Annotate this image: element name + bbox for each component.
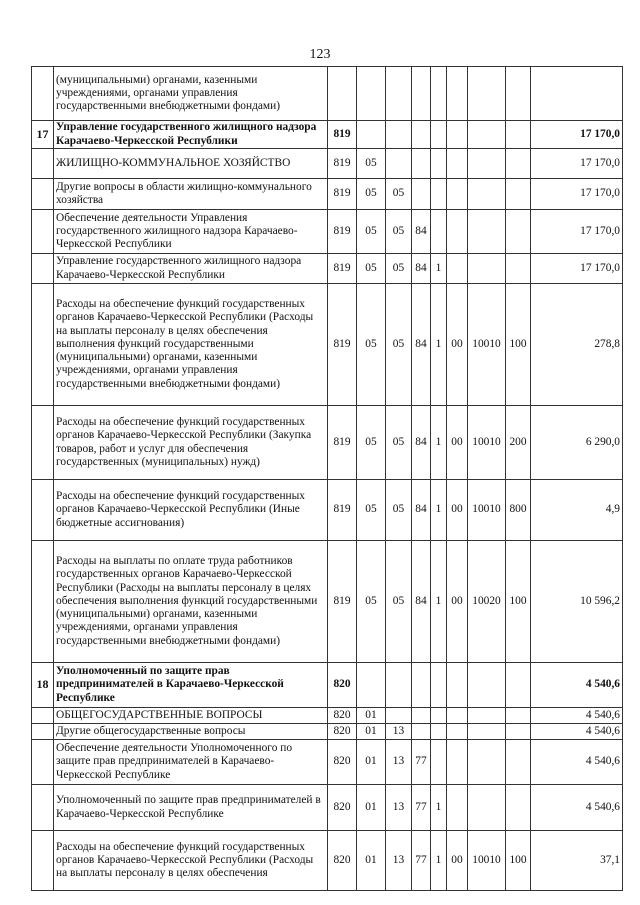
program-code-cell xyxy=(412,708,431,724)
amount-cell: 17 170,0 xyxy=(531,210,623,254)
table-row xyxy=(32,480,623,541)
program-code-cell: 77 xyxy=(412,831,431,891)
section-code-cell: 01 xyxy=(357,740,386,785)
subsection-code-cell xyxy=(386,663,412,708)
ministry-code-cell: 820 xyxy=(328,724,357,740)
section-code-cell: 01 xyxy=(357,831,386,891)
row-number-cell xyxy=(32,708,54,724)
expense-type-code-cell: 100 xyxy=(506,541,531,663)
subprogram-code-cell: 1 xyxy=(431,406,447,480)
row-number-cell xyxy=(32,284,54,406)
activity-code-cell xyxy=(447,179,468,210)
item-name-cell: Управление государственного жилищного надзора Карачаево-Черкесской Республики xyxy=(54,121,328,149)
item-name-cell: Управление государственного жилищного надзора Карачаево-Черкесской Республики xyxy=(54,254,328,284)
section-code-cell xyxy=(357,663,386,708)
row-number-cell xyxy=(32,480,54,541)
section-code-cell: 05 xyxy=(357,179,386,210)
expense-type-code-cell xyxy=(506,149,531,179)
program-code-cell: 77 xyxy=(412,740,431,785)
activity-code-cell xyxy=(447,254,468,284)
program-code-cell: 84 xyxy=(412,480,431,541)
ministry-code-cell: 819 xyxy=(328,179,357,210)
budget-table xyxy=(31,66,623,891)
activity-code-cell: 00 xyxy=(447,480,468,541)
section-code-cell: 01 xyxy=(357,785,386,831)
amount-cell: 17 170,0 xyxy=(531,149,623,179)
expense-type-code-cell: 200 xyxy=(506,406,531,480)
row-number-cell xyxy=(32,149,54,179)
expense-type-code-cell: 100 xyxy=(506,831,531,891)
direction-code-cell xyxy=(468,121,506,149)
activity-code-cell xyxy=(447,724,468,740)
section-code-cell: 05 xyxy=(357,210,386,254)
subsection-code-cell: 13 xyxy=(386,785,412,831)
program-code-cell xyxy=(412,121,431,149)
direction-code-cell xyxy=(468,254,506,284)
expense-type-code-cell xyxy=(506,663,531,708)
subprogram-code-cell: 1 xyxy=(431,284,447,406)
table-row xyxy=(32,663,623,708)
table-row xyxy=(32,179,623,210)
item-name-cell: Другие общегосударственные вопросы xyxy=(54,724,328,740)
amount-cell: 37,1 xyxy=(531,831,623,891)
item-name-cell: Уполномоченный по защите прав предпринимателей в Карачаево-Черкесской Республике xyxy=(54,663,328,708)
table-row xyxy=(32,121,623,149)
table-row xyxy=(32,708,623,724)
direction-code-cell: 10020 xyxy=(468,541,506,663)
item-name-cell: ЖИЛИЩНО-КОММУНАЛЬНОЕ ХОЗЯЙСТВО xyxy=(54,149,328,179)
subsection-code-cell xyxy=(386,121,412,149)
amount-cell: 4,9 xyxy=(531,480,623,541)
expense-type-code-cell: 800 xyxy=(506,480,531,541)
program-code-cell: 84 xyxy=(412,210,431,254)
subprogram-code-cell xyxy=(431,67,447,121)
item-name-cell: Расходы на обеспечение функций государственных органов Карачаево-Черкесской Республики (Закупка товаров, работ и услуг для обеспечения государственных (муниципальных) нужд) xyxy=(54,406,328,480)
activity-code-cell xyxy=(447,708,468,724)
row-number-cell xyxy=(32,254,54,284)
subprogram-code-cell: 1 xyxy=(431,480,447,541)
activity-code-cell xyxy=(447,785,468,831)
item-name-cell: (муниципальными) органами, казенными учреждениями, органами управления государственными внебюджетными фондами) xyxy=(54,67,328,121)
row-number-cell: 17 xyxy=(32,121,54,149)
row-number-cell xyxy=(32,785,54,831)
item-name-cell: ОБЩЕГОСУДАРСТВЕННЫЕ ВОПРОСЫ xyxy=(54,708,328,724)
expense-type-code-cell xyxy=(506,254,531,284)
expense-type-code-cell xyxy=(506,724,531,740)
row-number-cell: 18 xyxy=(32,663,54,708)
subsection-code-cell: 05 xyxy=(386,284,412,406)
direction-code-cell: 10010 xyxy=(468,284,506,406)
activity-code-cell: 00 xyxy=(447,284,468,406)
subprogram-code-cell xyxy=(431,210,447,254)
direction-code-cell xyxy=(468,663,506,708)
direction-code-cell: 10010 xyxy=(468,480,506,541)
section-code-cell: 05 xyxy=(357,254,386,284)
table-row xyxy=(32,284,623,406)
expense-type-code-cell xyxy=(506,708,531,724)
ministry-code-cell xyxy=(328,67,357,121)
subsection-code-cell: 13 xyxy=(386,740,412,785)
amount-cell: 278,8 xyxy=(531,284,623,406)
amount-cell: 17 170,0 xyxy=(531,179,623,210)
ministry-code-cell: 819 xyxy=(328,406,357,480)
activity-code-cell xyxy=(447,740,468,785)
table-row xyxy=(32,831,623,891)
section-code-cell: 05 xyxy=(357,284,386,406)
subprogram-code-cell xyxy=(431,663,447,708)
ministry-code-cell: 819 xyxy=(328,284,357,406)
amount-cell: 6 290,0 xyxy=(531,406,623,480)
ministry-code-cell: 819 xyxy=(328,254,357,284)
row-number-cell xyxy=(32,179,54,210)
direction-code-cell xyxy=(468,740,506,785)
program-code-cell: 84 xyxy=(412,254,431,284)
expense-type-code-cell xyxy=(506,67,531,121)
expense-type-code-cell: 100 xyxy=(506,284,531,406)
item-name-cell: Расходы на выплаты по оплате труда работников государственных органов Карачаево-Черкесской Республики (Расходы на выплаты персоналу в целях обеспечения выполнения функций государственными (муниципальными) органами, казенными учреждениями, органами управления государственными внебюджетными фондами) xyxy=(54,541,328,663)
section-code-cell: 01 xyxy=(357,708,386,724)
subsection-code-cell: 05 xyxy=(386,406,412,480)
ministry-code-cell: 820 xyxy=(328,785,357,831)
amount-cell: 4 540,6 xyxy=(531,740,623,785)
row-number-cell xyxy=(32,541,54,663)
subprogram-code-cell xyxy=(431,740,447,785)
table-row xyxy=(32,785,623,831)
row-number-cell xyxy=(32,740,54,785)
row-number-cell xyxy=(32,831,54,891)
section-code-cell xyxy=(357,121,386,149)
program-code-cell xyxy=(412,663,431,708)
expense-type-code-cell xyxy=(506,785,531,831)
section-code-cell: 05 xyxy=(357,149,386,179)
amount-cell: 4 540,6 xyxy=(531,785,623,831)
subprogram-code-cell: 1 xyxy=(431,254,447,284)
subprogram-code-cell: 1 xyxy=(431,785,447,831)
subsection-code-cell: 05 xyxy=(386,210,412,254)
amount-cell xyxy=(531,67,623,121)
table-row xyxy=(32,406,623,480)
direction-code-cell xyxy=(468,149,506,179)
item-name-cell: Расходы на обеспечение функций государственных органов Карачаево-Черкесской Республики (Расходы на выплаты персоналу в целях обеспечения xyxy=(54,831,328,891)
table-row xyxy=(32,724,623,740)
subsection-code-cell: 05 xyxy=(386,179,412,210)
row-number-cell xyxy=(32,210,54,254)
amount-cell: 4 540,6 xyxy=(531,663,623,708)
table-row xyxy=(32,67,623,121)
subprogram-code-cell: 1 xyxy=(431,541,447,663)
subsection-code-cell xyxy=(386,149,412,179)
program-code-cell: 84 xyxy=(412,284,431,406)
item-name-cell: Обеспечение деятельности Управления государственного жилищного надзора Карачаево-Черкесской Республики xyxy=(54,210,328,254)
ministry-code-cell: 819 xyxy=(328,149,357,179)
program-code-cell xyxy=(412,179,431,210)
program-code-cell: 84 xyxy=(412,541,431,663)
subsection-code-cell: 05 xyxy=(386,480,412,541)
section-code-cell: 05 xyxy=(357,480,386,541)
amount-cell: 4 540,6 xyxy=(531,724,623,740)
direction-code-cell xyxy=(468,785,506,831)
ministry-code-cell: 820 xyxy=(328,663,357,708)
amount-cell: 17 170,0 xyxy=(531,254,623,284)
table-body xyxy=(32,67,623,891)
direction-code-cell xyxy=(468,708,506,724)
ministry-code-cell: 819 xyxy=(328,210,357,254)
subsection-code-cell: 13 xyxy=(386,831,412,891)
amount-cell: 17 170,0 xyxy=(531,121,623,149)
row-number-cell xyxy=(32,406,54,480)
activity-code-cell xyxy=(447,67,468,121)
subsection-code-cell: 13 xyxy=(386,724,412,740)
table-row xyxy=(32,254,623,284)
expense-type-code-cell xyxy=(506,210,531,254)
table-row xyxy=(32,149,623,179)
direction-code-cell xyxy=(468,179,506,210)
table-row xyxy=(32,210,623,254)
section-code-cell xyxy=(357,67,386,121)
section-code-cell: 05 xyxy=(357,406,386,480)
expense-type-code-cell xyxy=(506,740,531,785)
section-code-cell: 05 xyxy=(357,541,386,663)
activity-code-cell: 00 xyxy=(447,406,468,480)
ministry-code-cell: 819 xyxy=(328,541,357,663)
activity-code-cell: 00 xyxy=(447,541,468,663)
item-name-cell: Другие вопросы в области жилищно-коммунального хозяйства xyxy=(54,179,328,210)
subprogram-code-cell xyxy=(431,179,447,210)
ministry-code-cell: 819 xyxy=(328,121,357,149)
direction-code-cell: 10010 xyxy=(468,406,506,480)
expense-type-code-cell xyxy=(506,179,531,210)
section-code-cell: 01 xyxy=(357,724,386,740)
subprogram-code-cell xyxy=(431,708,447,724)
row-number-cell xyxy=(32,724,54,740)
activity-code-cell xyxy=(447,210,468,254)
item-name-cell: Расходы на обеспечение функций государственных органов Карачаево-Черкесской Республики (Расходы на выплаты персоналу в целях обеспечения выполнения функций государственными (муниципальными) органами, казенными учреждениями, органами управления государственными внебюджетными фондами) xyxy=(54,284,328,406)
direction-code-cell xyxy=(468,67,506,121)
table-row xyxy=(32,541,623,663)
subprogram-code-cell: 1 xyxy=(431,831,447,891)
activity-code-cell xyxy=(447,149,468,179)
subprogram-code-cell xyxy=(431,121,447,149)
activity-code-cell: 00 xyxy=(447,831,468,891)
subsection-code-cell: 05 xyxy=(386,541,412,663)
page-number: 123 xyxy=(309,47,331,62)
program-code-cell: 77 xyxy=(412,785,431,831)
row-number-cell xyxy=(32,67,54,121)
table-row xyxy=(32,740,623,785)
subsection-code-cell: 05 xyxy=(386,254,412,284)
activity-code-cell xyxy=(447,663,468,708)
program-code-cell xyxy=(412,724,431,740)
direction-code-cell: 10010 xyxy=(468,831,506,891)
direction-code-cell xyxy=(468,724,506,740)
item-name-cell: Обеспечение деятельности Уполномоченного по защите прав предпринимателей в Карачаево-Черкесской Республике xyxy=(54,740,328,785)
program-code-cell xyxy=(412,67,431,121)
activity-code-cell xyxy=(447,121,468,149)
direction-code-cell xyxy=(468,210,506,254)
ministry-code-cell: 819 xyxy=(328,480,357,541)
program-code-cell xyxy=(412,149,431,179)
subprogram-code-cell xyxy=(431,724,447,740)
ministry-code-cell: 820 xyxy=(328,831,357,891)
amount-cell: 4 540,6 xyxy=(531,708,623,724)
amount-cell: 10 596,2 xyxy=(531,541,623,663)
item-name-cell: Уполномоченный по защите прав предпринимателей в Карачаево-Черкесской Республике xyxy=(54,785,328,831)
subsection-code-cell xyxy=(386,67,412,121)
subsection-code-cell xyxy=(386,708,412,724)
program-code-cell: 84 xyxy=(412,406,431,480)
ministry-code-cell: 820 xyxy=(328,708,357,724)
subprogram-code-cell xyxy=(431,149,447,179)
ministry-code-cell: 820 xyxy=(328,740,357,785)
expense-type-code-cell xyxy=(506,121,531,149)
item-name-cell: Расходы на обеспечение функций государственных органов Карачаево-Черкесской Республики (Иные бюджетные ассигнования) xyxy=(54,480,328,541)
